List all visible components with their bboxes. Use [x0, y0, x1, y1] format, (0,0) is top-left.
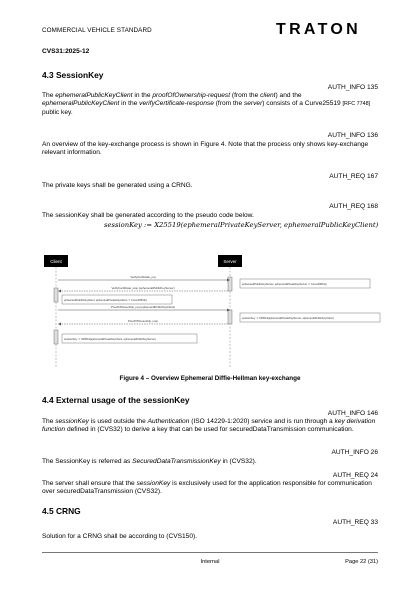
traton-logo: TRATON: [276, 21, 361, 38]
tag-auth-info-26: AUTH_INFO 26: [331, 449, 378, 456]
note-client-key-gen-text: ephemeralPublicKeyClient, ephemeralPrivateKeyClient := Curve25519(): [64, 299, 147, 302]
message-verify-cert-resp-label: VerifyCertificate_resp (ephemeralPublicKeyServer): [111, 286, 175, 290]
server-actor-label: Server: [223, 259, 237, 264]
footer-divider: [42, 552, 378, 553]
paragraph-ephemeral-keys: The ephemeralPublicKeyClient in the proofOfOwnership-request (from the client) and the ephemeralPublicKeyClient in the verifyCertificate-response (from the server) consists of a Curve25519 [RFC 7748] public key.: [42, 92, 371, 116]
note-client-session-key-text: sessionKey := X25519(ephemeralPrivateKeyClient, ephemeralPublicKeyServer): [64, 338, 156, 341]
client-actor-label: Client: [50, 259, 62, 264]
message-proof-resp-label: ProofOfOwnership_resp: [127, 319, 159, 323]
paragraph-crng-solution: Solution for a CRNG shall be according to (CVS150).: [42, 533, 198, 540]
section-4-3-heading: 4.3 SessionKey: [42, 70, 104, 80]
note-server-key-gen-text: ephemeralPublicKeyServer, ephemeralPrivateKeyServer := Curve25519(): [242, 283, 327, 286]
tag-auth-req-168: AUTH_REQ 168: [329, 203, 378, 210]
paragraph-session-key: The sessionKey shall be generated according to the pseudo code below.: [42, 212, 254, 219]
footer-page-number: Page 22 (31): [345, 559, 378, 565]
paragraph-exclusive-usage: The server shall ensure that the sessionKey is exclusively used for the application responsible for communication over securedDataTransmission (CVS32).: [42, 480, 372, 496]
paragraph-session-key-reference: The SessionKey is referred as SecuredDataTransmissionKey in (CVS32).: [42, 458, 257, 465]
header-standard: COMMERCIAL VEHICLE STANDARD: [42, 27, 152, 34]
figure-4-caption: Figure 4 – Overview Ephemeral Diffie-Hellman key-exchange: [119, 375, 301, 382]
footer-classification: Internal: [200, 559, 220, 565]
message-verify-cert-req-label: VerifyCertificate_req: [130, 275, 156, 279]
paragraph-crng-private-keys: The private keys shall be generated using a CRNG.: [42, 182, 193, 189]
note-server-session-key-text: sessionKey := X25519(ephemeralPrivateKeyServer, ephemeralPublicKeyClient): [242, 317, 334, 320]
document-id: CVS31:2025-12: [42, 48, 90, 55]
client-activation-2: [54, 330, 58, 344]
paragraph-overview: An overview of the key-exchange process is shown in Figure 4. Note that the process only shows key-exchange relevant information.: [42, 141, 369, 157]
server-activation-2: [228, 310, 232, 324]
tag-auth-info-146: AUTH_INFO 146: [327, 410, 378, 417]
tag-auth-info-136: AUTH_INFO 136: [327, 132, 378, 139]
client-activation-1: [54, 288, 58, 302]
session-key-formula: sessionKey := X25519(ephemeralPrivateKeyServer, ephemeralPublicKeyClient): [104, 221, 379, 229]
tag-auth-info-135: AUTH_INFO 135: [327, 84, 378, 91]
tag-auth-req-33: AUTH_REQ 33: [332, 519, 378, 526]
paragraph-external-usage: The sessionKey is used outside the Authentication (ISO 14229-1:2020) service and is run through a key derivation function defined in (CVS32) to derive a key that can be used for securedDataTransmission communication.: [42, 418, 376, 434]
message-proof-req-label: ProofOfOwnership_req (ephemeralPublicKeyClient): [110, 305, 176, 309]
tag-auth-req-167: AUTH_REQ 167: [329, 173, 378, 180]
section-4-4-heading: 4.4 External usage of the sessionKey: [42, 395, 190, 405]
tag-auth-req-24: AUTH_REQ 24: [332, 472, 378, 479]
section-4-5-heading: 4.5 CRNG: [42, 506, 81, 516]
server-activation-1: [228, 277, 232, 291]
